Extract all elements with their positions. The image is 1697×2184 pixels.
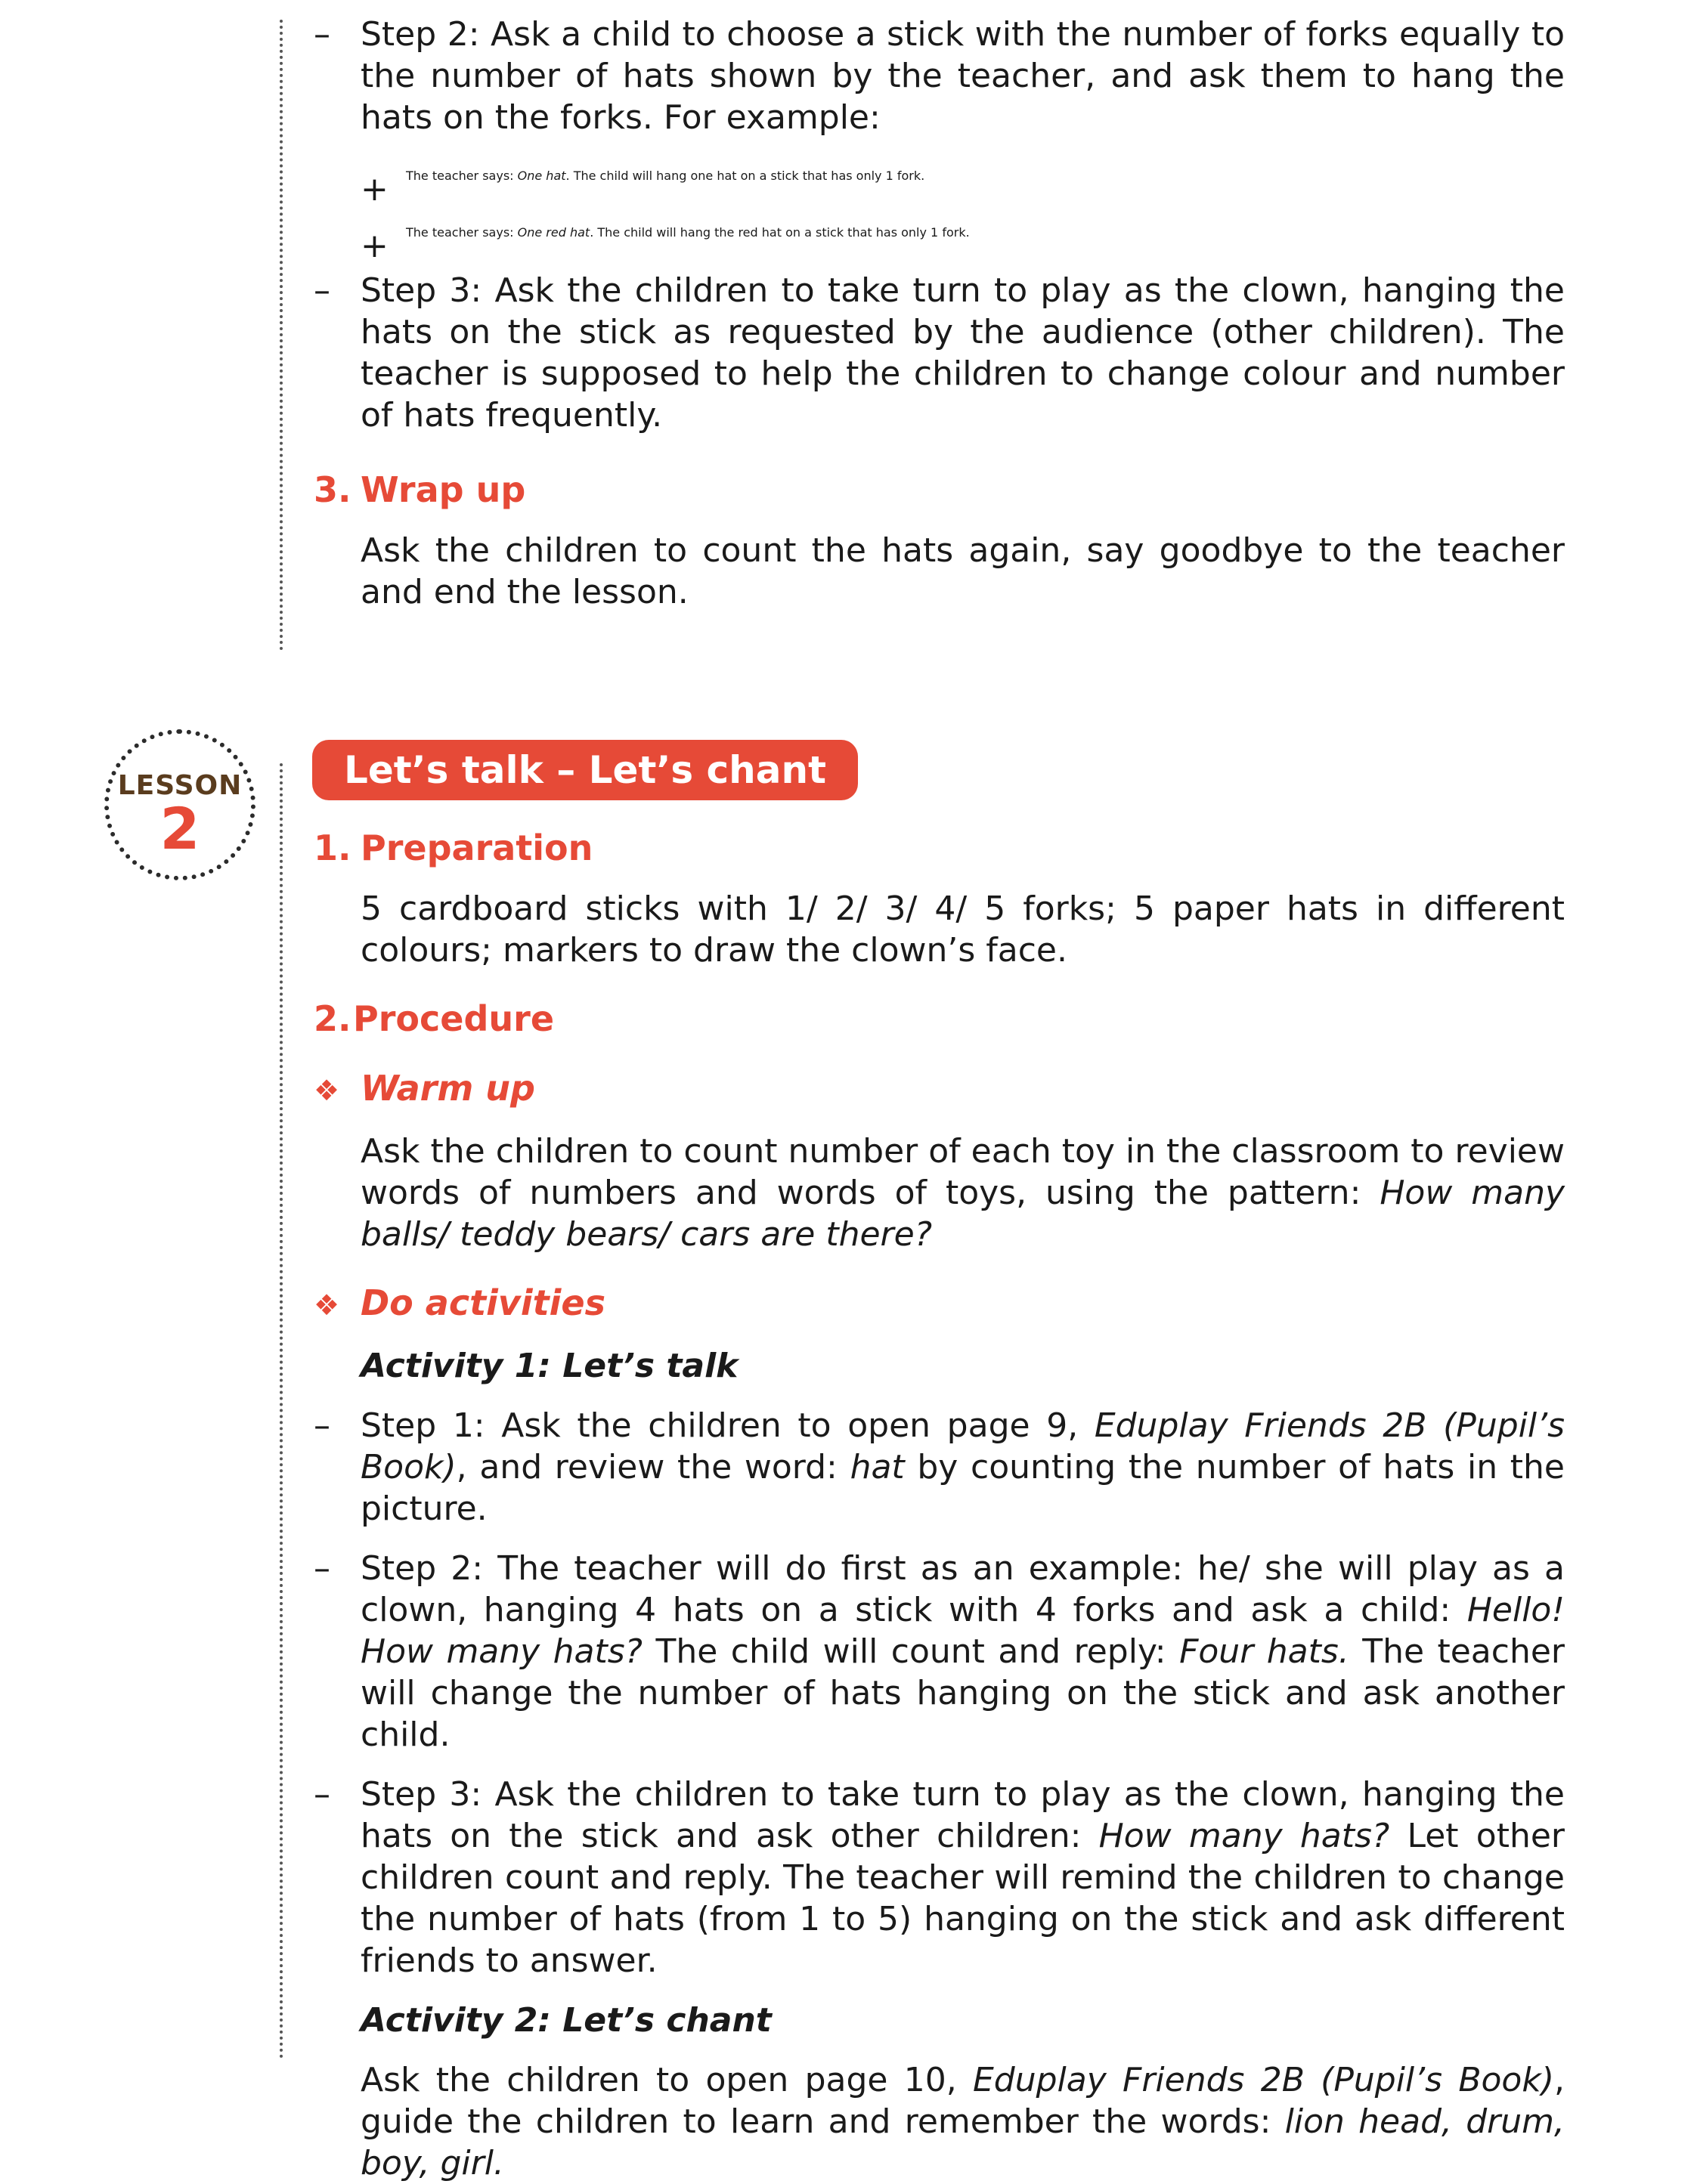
lesson-badge xyxy=(104,729,255,880)
dash-marker: – xyxy=(314,1406,330,1445)
warm-up-text: Ask the children to count number of each toy in the classroom to review words of numbers and words of toys, using the pattern: How many balls/ teddy bears/ cars are there? xyxy=(361,1132,1565,1254)
step-item xyxy=(314,1548,1565,1756)
example-item xyxy=(314,169,1565,209)
step-text: Step 2: Ask a child to choose a stick with the number of forks equally to the number of hats shown by the teacher, and ask them to hang the hats on the forks. For example: xyxy=(361,15,1565,137)
section-heading-preparation: 1. Preparation xyxy=(314,828,593,868)
lesson-badge-number: 2 xyxy=(159,795,200,862)
preparation-text: 5 cardboard sticks with 1/ 2/ 3/ 4/ 5 forks; 5 paper hats in different colours; markers to draw the clown’s face. xyxy=(361,889,1565,970)
dash-marker: – xyxy=(314,1775,330,1814)
subheading-do-activities: ❖ Do activities xyxy=(314,1281,1565,1327)
step-item xyxy=(314,1405,1565,1530)
step-text: Step 1: Ask the children to open page 9, Eduplay Friends 2B (Pupil’s Book), and review the word: hat by counting the number of hats in the picture. xyxy=(361,1406,1565,1528)
dash-marker: – xyxy=(314,1549,330,1588)
lesson-title-banner: Let’s talk – Let’s chant xyxy=(312,740,858,800)
activity-1-title: Activity 1: Let’s talk xyxy=(361,1347,739,1385)
dash-marker: – xyxy=(314,271,330,310)
dotted-margin-line-top xyxy=(280,20,283,651)
activity-2-text: Ask the children to open page 10, Eduplay Friends 2B (Pupil’s Book), guide the children to learn and remember the words: lion head, drum, boy, girl. xyxy=(361,2061,1565,2182)
dotted-margin-line-bottom xyxy=(280,763,283,2059)
section-heading-wrap-up: 3. Wrap up xyxy=(314,469,526,510)
lesson-badge-word: LESSON xyxy=(117,770,243,801)
step-text: Step 2: The teacher will do first as an example: he/ she will play as a clown, hanging 4 hats on a stick with 4 forks and ask a child: Hello! How many hats? The child will count and reply: Four hats. The teacher will change the number of hats hanging on the stick and ask another child. xyxy=(361,1549,1565,1754)
example-text: The teacher says: One hat. The child will hang one hat on a stick that has only 1 fork. xyxy=(406,169,925,183)
wrap-up-text: Ask the children to count the hats again, say goodbye to the teacher and end the lesson. xyxy=(361,531,1565,611)
main-content xyxy=(314,14,1565,2184)
step-item xyxy=(314,14,1565,138)
activity-2-title: Activity 2: Let’s chant xyxy=(361,2001,772,2040)
step-item xyxy=(314,270,1565,436)
plus-marker: + xyxy=(361,227,389,265)
step-item xyxy=(314,1774,1565,1981)
section-heading-procedure: 2.Procedure xyxy=(314,998,555,1039)
dash-marker: – xyxy=(314,15,330,54)
example-item xyxy=(314,225,1565,265)
diamond-bullet-icon: ❖ xyxy=(314,1074,340,1107)
example-text: The teacher says: One red hat. The child will hang the red hat on a stick that has only 1 fork. xyxy=(406,225,970,240)
step-text: Step 3: Ask the children to take turn to play as the clown, hanging the hats on the stick and ask other children: How many hats? Let other children count and reply. The teacher will remind the children to change the number of hats (from 1 to 5) hanging on the stick and ask different friends to answer. xyxy=(361,1775,1565,1980)
step-text: Step 3: Ask the children to take turn to play as the clown, hanging the hats on the stick as requested by the audience (other children). The teacher is supposed to help the children to change colour and number of hats frequently. xyxy=(361,271,1565,435)
plus-marker: + xyxy=(361,170,389,209)
diamond-bullet-icon: ❖ xyxy=(314,1288,340,1322)
subheading-warm-up: ❖ Warm up xyxy=(314,1066,1565,1112)
